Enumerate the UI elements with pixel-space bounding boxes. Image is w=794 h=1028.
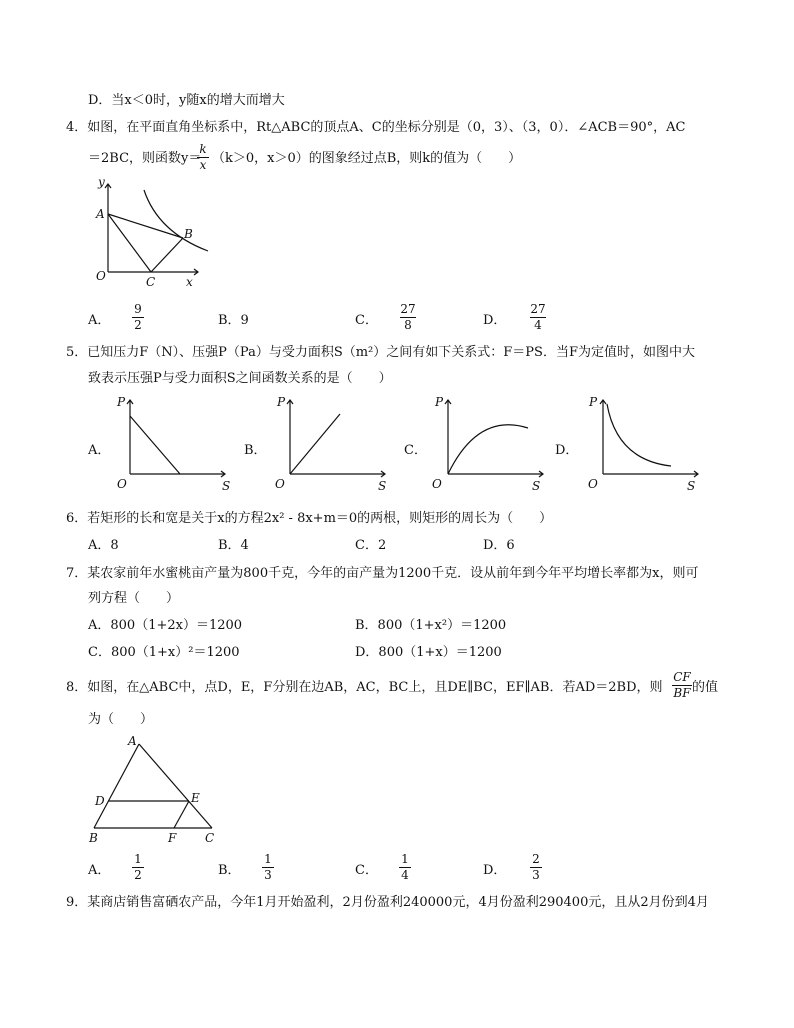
q6-option-c: C．2: [355, 538, 387, 553]
q4-label-o: O: [96, 269, 106, 283]
q8-figure: [84, 732, 224, 848]
q8-option-d-frac: 2 3: [530, 853, 542, 882]
q5-graph-c: [428, 392, 553, 492]
q8-frac-num: CF: [673, 670, 691, 684]
q8-label-b: B: [89, 831, 98, 845]
q5-graph-a-letter: A．: [88, 443, 111, 458]
q4-label-x: x: [186, 275, 193, 289]
q4-option-d-frac: 27 4: [530, 302, 546, 332]
q7-option-d: D．800（1+x）＝1200: [355, 645, 502, 660]
q4-segment-cb: [151, 238, 183, 272]
q5-graph-b-letter: B．: [244, 443, 267, 458]
q8-label-d: D: [95, 794, 105, 808]
q5-d-label-s: S: [687, 479, 696, 492]
q5-graph-d: [583, 392, 708, 492]
q5-c-label-s: S: [532, 479, 541, 492]
q8-label-c: C: [205, 831, 215, 845]
q5-a-label-s: S: [222, 479, 231, 492]
q5-b-label-o: O: [275, 477, 285, 491]
q3-option-d: D．当x＜0时，y随x的增大而增大: [88, 93, 285, 108]
q5-c-curve: [448, 425, 528, 474]
q8-side-ab: [94, 744, 139, 828]
q5-b-label-s: S: [378, 479, 387, 492]
q4-figure: [86, 172, 216, 290]
q4-frac-num: k: [199, 142, 207, 156]
q5-a-label-o: O: [117, 477, 127, 491]
q4-label-c: C: [146, 275, 156, 289]
q8-label-a: A: [128, 734, 137, 748]
q8-text-line1a: 8．如图，在△ABC中，点D，E，F分别在边AB，AC，BC上，且DE∥BC，EF∥AB．若AD＝2BD，则: [66, 680, 663, 695]
q8-side-ac: [139, 744, 212, 828]
q4-frac-den: x: [199, 158, 207, 172]
q4-text-line2b: （k＞0，x＞0）的图象经过点B，则k的值为（ ）: [212, 151, 522, 166]
q7-option-c: C．800（1+x）²＝1200: [88, 645, 240, 660]
q4-option-c-frac: 27 8: [400, 302, 416, 332]
q4-segment-ac: [108, 214, 151, 272]
q5-graph-b: [270, 392, 395, 492]
q6-option-d: D．6: [483, 538, 515, 553]
q4-option-c-letter: C．: [355, 313, 378, 328]
q5-a-label-p: P: [117, 395, 126, 409]
q5-c-label-p: P: [435, 395, 444, 409]
q8-fraction: [672, 671, 692, 700]
q8-label-f: F: [168, 831, 177, 845]
q8-option-a-letter: A．: [88, 863, 111, 878]
q7-text-line1: 7．某农家前年水蜜桃亩产量为800千克，今年的亩产量为1200千克．设从前年到今年平均增长率都为x，则可: [66, 566, 699, 581]
q5-d-hyperbola: [607, 404, 671, 466]
q4-option-d-letter: D．: [483, 313, 507, 328]
q6-text-line1: 6．若矩形的长和宽是关于x的方程2x² - 8x+m＝0的两根，则矩形的周长为（ ）: [66, 511, 553, 526]
q5-b-label-p: P: [277, 395, 286, 409]
q5-d-label-p: P: [589, 395, 598, 409]
q7-text-line2: 列方程（ ）: [88, 591, 180, 606]
q4-fraction: [197, 143, 209, 172]
q5-graph-d-letter: D．: [555, 443, 579, 458]
q8-text-line2: 为（ ）: [88, 712, 154, 727]
q8-option-c-letter: C．: [355, 863, 378, 878]
q4-option-a-frac: 9 2: [132, 303, 144, 332]
q5-text-line1: 5．已知压力F（N）、压强P（Pa）与受力面积S（m²）之间有如下关系式：F＝PS．当F为定值时，如图中大: [66, 345, 695, 360]
q4-option-b: B．9: [218, 313, 249, 328]
q4-text-line2a: ＝2BC，则函数y＝: [88, 151, 202, 166]
q8-frac-den: BF: [673, 686, 691, 700]
q5-graph-c-letter: C．: [404, 443, 427, 458]
q4-hyperbola: [144, 190, 208, 251]
q5-text-line2: 致表示压强P与受力面积S之间函数关系的是（ ）: [88, 371, 392, 386]
q4-segment-ab: [108, 214, 183, 238]
q8-segment-ef: [174, 801, 189, 828]
q5-d-label-o: O: [588, 477, 598, 491]
q5-c-label-o: O: [432, 477, 442, 491]
q8-option-c-frac: 1 4: [399, 853, 411, 882]
q4-label-b: B: [184, 227, 193, 241]
q6-option-b: B．4: [218, 538, 249, 553]
q5-graph-a: [110, 392, 235, 492]
q7-option-a: A．800（1+2x）＝1200: [88, 618, 243, 633]
q4-label-y: y: [98, 175, 105, 189]
q4-option-a-letter: A．: [88, 313, 111, 328]
q4-label-a: A: [96, 207, 105, 221]
q8-option-d-letter: D．: [483, 863, 507, 878]
q8-option-b-letter: B．: [218, 863, 241, 878]
q4-text-line1: 4．如图，在平面直角坐标系中，Rt△ABC的顶点A、C的坐标分别是（0，3）、（3，0）．∠ACB＝90°，AC: [66, 120, 686, 135]
q6-option-a: A．8: [88, 538, 119, 553]
q8-text-line1b: 的值: [692, 680, 719, 695]
q9-text-line1: 9．某商店销售富硒农产品，今年1月开始盈利，2月份盈利240000元，4月份盈利290400元，且从2月份到4月: [66, 895, 709, 910]
q5-a-line-decreasing: [130, 416, 180, 474]
q8-label-e: E: [191, 791, 200, 805]
q8-option-a-frac: 1 2: [132, 853, 144, 882]
q5-b-line-increasing: [290, 414, 340, 474]
q7-option-b: B．800（1+x²）＝1200: [355, 618, 507, 633]
q8-option-b-frac: 1 3: [262, 853, 274, 882]
